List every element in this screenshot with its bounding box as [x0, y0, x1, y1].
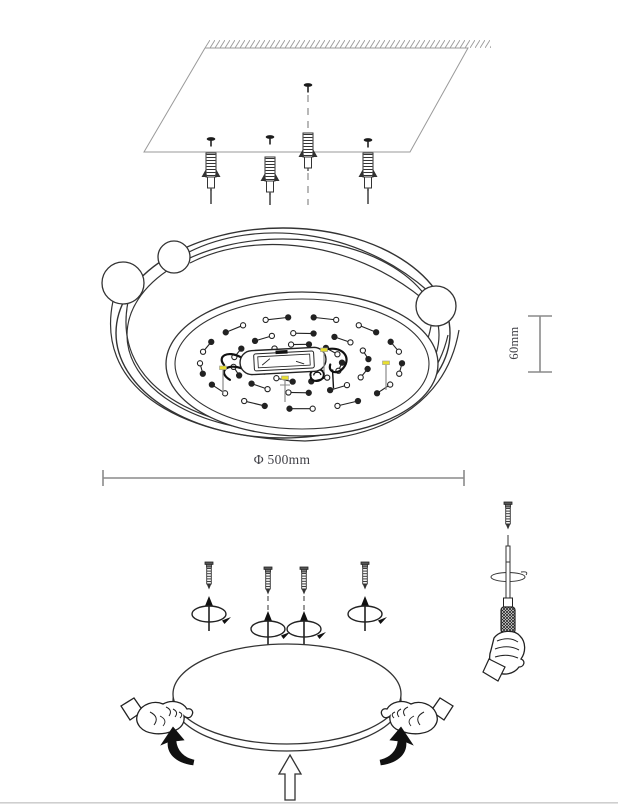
- mounting-screw-icon: [264, 567, 272, 595]
- rotation-indicator-icon: [192, 596, 231, 631]
- height-dimension: [528, 316, 552, 372]
- screwdriver-panel: [483, 502, 527, 681]
- ceiling-hatching: [205, 40, 491, 48]
- diameter-dimension-label: Φ 500mm: [253, 452, 311, 467]
- mounting-screw-icon: [504, 502, 512, 530]
- diameter-dimension: [103, 470, 464, 486]
- hand-holding-screwdriver: [483, 631, 525, 681]
- up-arrow-icon: [279, 755, 301, 800]
- page-footer-rule: [0, 802, 618, 804]
- decor-ball-top: [158, 241, 190, 273]
- height-dimension-label: 60mm: [507, 326, 521, 360]
- mounting-screw-icon: [300, 567, 308, 595]
- rotation-indicator-icon: [287, 611, 326, 646]
- rotation-indicator-icon: [251, 611, 290, 646]
- mounting-screw-icon: [361, 562, 369, 590]
- decor-ball-left: [102, 262, 144, 304]
- mounting-plate-panel: [121, 562, 453, 800]
- hand-right: [381, 698, 453, 734]
- lamp-top-view-panel: [102, 228, 552, 486]
- rotation-indicator-icon: [348, 596, 387, 631]
- wall-anchor-icon: [261, 157, 280, 195]
- driver-terminal: [275, 350, 287, 354]
- ceiling-anchor-panel: [144, 40, 491, 205]
- wall-anchor-icon: [202, 153, 221, 191]
- base-plate: [173, 644, 401, 744]
- screwdriver-icon: [491, 535, 527, 633]
- wall-anchor-icon: [359, 153, 378, 191]
- mounting-screw-icon: [205, 562, 213, 590]
- decor-ball-right: [416, 286, 456, 326]
- hand-left: [121, 698, 193, 734]
